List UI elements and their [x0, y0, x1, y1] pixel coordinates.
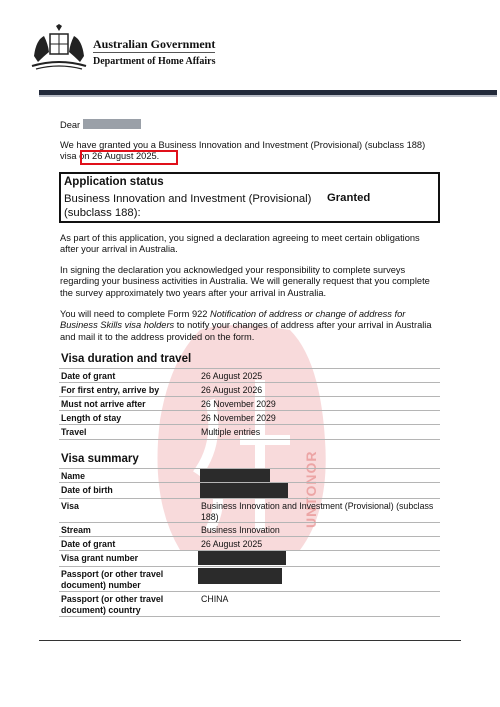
coat-of-arms-icon	[30, 22, 88, 72]
table-row	[59, 424, 440, 440]
row-label: Date of grant	[61, 371, 116, 381]
row-label: Passport (or other travel document) country	[61, 594, 164, 615]
redacted-name	[83, 119, 141, 129]
row-value: Business Innovation	[201, 525, 280, 535]
department-name: Department of Home Affairs	[93, 56, 216, 67]
form922-title: Notification of address or change of address for Business Skills visa holders	[60, 309, 406, 331]
row-label: Date of birth	[61, 485, 113, 495]
row-label: Stream	[61, 525, 91, 535]
row-label: Visa grant number	[61, 553, 139, 563]
application-status-box	[59, 172, 440, 223]
salutation	[60, 119, 440, 131]
section-title-summary: Visa summary	[61, 453, 139, 465]
header-bar-shadow	[39, 95, 497, 97]
row-value: 26 November 2029	[201, 413, 276, 423]
paragraph-declaration: As part of this application, you signed a declaration agreeing to meet certain obligations after your arrival in Australia.	[60, 233, 420, 255]
table-row	[59, 522, 440, 536]
letterhead	[0, 0, 500, 96]
footer-divider	[39, 640, 461, 641]
form922-text: You will need to complete Form 922	[60, 309, 211, 319]
paragraph-surveys: In signing the declaration you acknowledged your responsibility to complete surveys regarding your business activities in Australia. We will generally request that you complete the survey approximately two years after your arrival in Australia.	[60, 265, 430, 298]
table-row	[59, 536, 440, 550]
row-label: Date of grant	[61, 539, 116, 549]
table-row	[59, 368, 440, 382]
redacted-dob-value	[200, 483, 288, 498]
intro-text: We have granted you a Business Innovation and Investment (Provisional) (subclass 188) visa on	[60, 140, 426, 162]
table-row	[59, 591, 440, 617]
status-title: Application status	[64, 176, 164, 188]
table-row	[59, 382, 440, 396]
row-label: Length of stay	[61, 413, 122, 423]
table-row	[59, 498, 440, 522]
redacted-grant-number	[198, 551, 286, 565]
table-row	[59, 410, 440, 424]
section-title-duration: Visa duration and travel	[61, 353, 192, 365]
highlight-box	[80, 150, 178, 165]
row-value: Business Innovation and Investment (Provisional) (subclass 188)	[201, 501, 434, 522]
row-label: Must not arrive after	[61, 399, 146, 409]
row-label: Visa	[61, 501, 79, 511]
row-value: 26 August 2025	[201, 539, 263, 549]
status-visa: Business Innovation and Investment (Provisional) (subclass 188):	[64, 193, 312, 219]
row-value: Multiple entries	[201, 427, 261, 437]
row-value: 26 November 2029	[201, 399, 276, 409]
salutation-text: Dear	[60, 120, 81, 130]
status-value: Granted	[327, 192, 371, 204]
intro-end: .	[156, 151, 160, 162]
row-label: For first entry, arrive by	[61, 385, 160, 395]
watermark-text: UNTONOR	[303, 450, 319, 528]
row-label: Name	[61, 471, 85, 481]
row-value: CHINA	[201, 594, 229, 604]
table-row	[59, 396, 440, 410]
government-name: Australian Government	[93, 37, 216, 51]
row-label: Travel	[61, 427, 87, 437]
form922-text-end: to notify your changes of address after your arrival in Australia and mail it to the address provided on the form.	[60, 320, 432, 342]
header-divider	[93, 52, 215, 53]
paragraph-form-922	[60, 309, 440, 343]
redacted-name-value	[200, 469, 270, 482]
row-label: Passport (or other travel document) number	[61, 569, 164, 590]
intro-grant-date: 26 August 2025	[92, 151, 157, 162]
row-value: 26 August 2026	[201, 385, 263, 395]
redacted-passport-number	[198, 568, 282, 584]
row-value: 26 August 2025	[201, 371, 263, 381]
